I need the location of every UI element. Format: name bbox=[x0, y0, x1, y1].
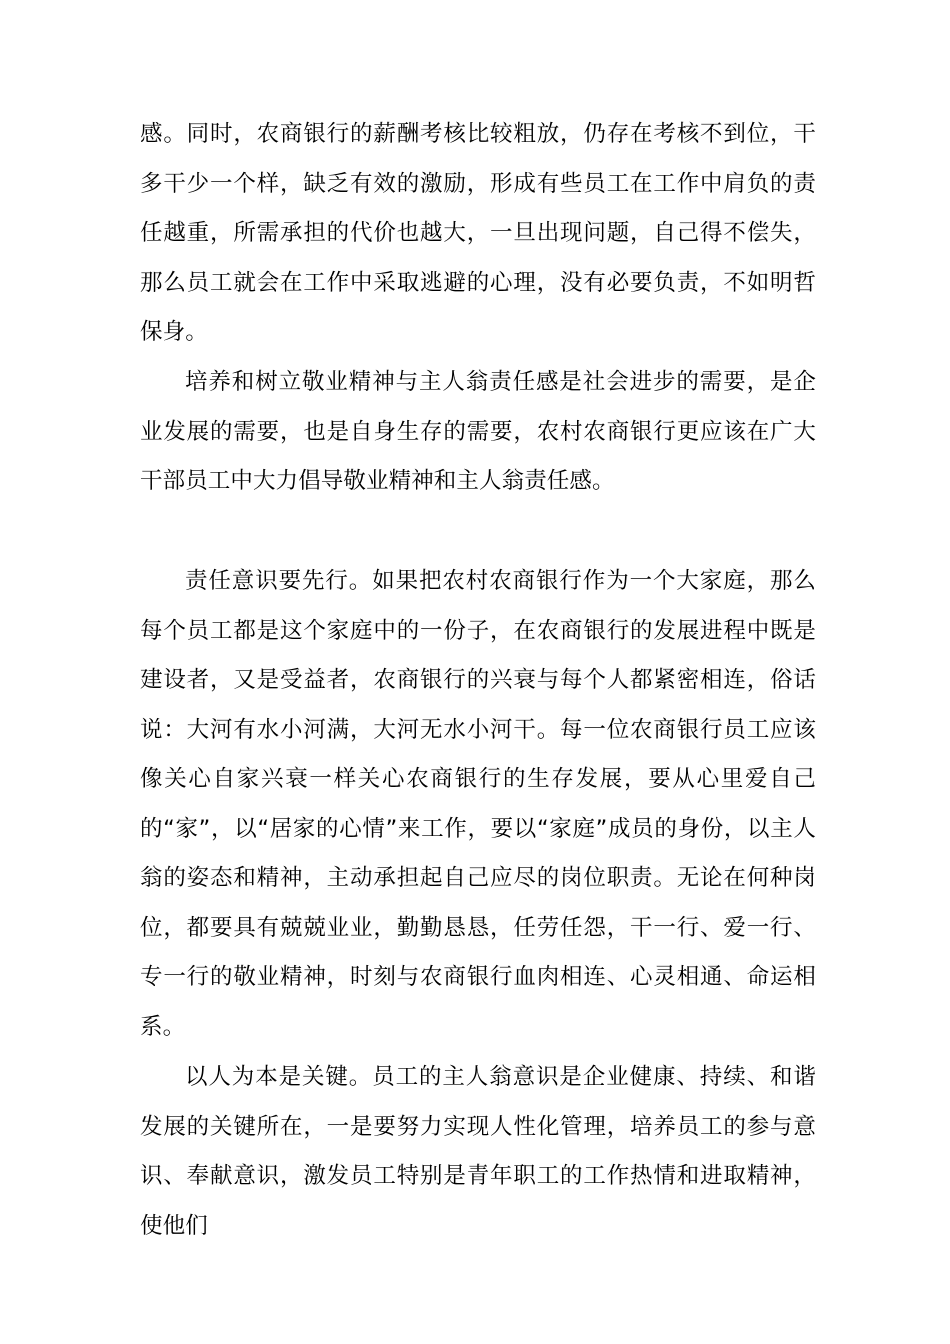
paragraph-dedication-spirit: 培养和树立敬业精神与主人翁责任感是社会进步的需要，是企业发展的需要，也是自身生存的需要，农村农商银行更应该在广大干部员工中大力倡导敬业精神和主人翁责任感。 bbox=[140, 369, 816, 494]
paragraph-responsibility-awareness: 责任意识要先行。如果把农村农商银行作为一个大家庭，那么每个员工都是这个家庭中的一份子，在农商银行的发展进程中既是建设者，又是受益者，农商银行的兴衰与每个人都紧密相连，俗话说：大河有水小河满，大河无水小河干。每一位农商银行员工应该像关心自家兴衰一样关心农商银行的生存发展，要从心里爱自己的“家”，以“居家的心情”来工作，要以“家庭”成员的身份，以主人翁的姿态和精神，主动承担起自己应尽的岗位职责。无论在何种岗位，都要具有兢兢业业，勤勤恳恳，任劳任怨，干一行、爱一行、专一行的敬业精神，时刻与农商银行血肉相连、心灵相通、命运相系。 bbox=[140, 568, 816, 1040]
paragraph-people-oriented: 以人为本是关键。员工的主人翁意识是企业健康、持续、和谐发展的关键所在，一是要努力实现人性化管理，培养员工的参与意识、奉献意识，激发员工特别是青年职工的工作热情和进取精神，使他们 bbox=[140, 1064, 816, 1239]
paragraph-continuation: 感。同时，农商银行的薪酬考核比较粗放，仍存在考核不到位，干多干少一个样，缺乏有效的激励，形成有些员工在工作中肩负的责任越重，所需承担的代价也越大，一旦出现问题，自己得不偿失，那么员工就会在工作中采取逃避的心理，没有必要负责，不如明哲保身。 bbox=[140, 121, 816, 345]
